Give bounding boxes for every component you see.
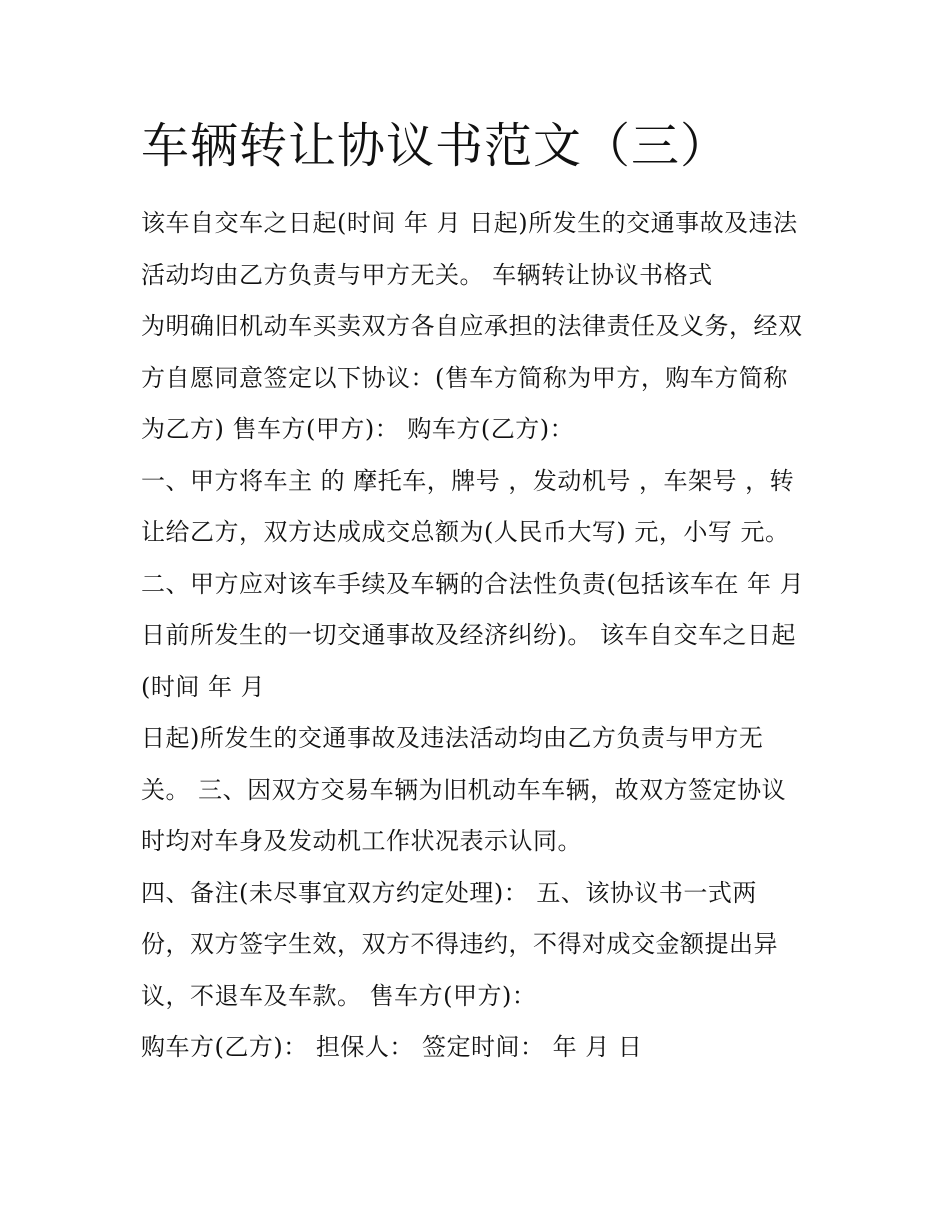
paragraph-line: 该车自交车之日起(时间 年 月 日起)所发生的交通事故及违法 <box>141 209 798 237</box>
paragraph-line: 方自愿同意签定以下协议：(售车方简称为甲方，购车方简称 <box>141 363 788 392</box>
paragraph-line: 时均对车身及发动机工作状况表示认同。 <box>141 827 582 855</box>
paragraph-line: 份，双方签字生效，双方不得违约，不得对成交金额提出异 <box>141 930 778 958</box>
paragraph-line: 二、甲方应对该车手续及车辆的合法性负责(包括该车在 年 月 <box>141 569 805 598</box>
paragraph-line: 为乙方) 售车方(甲方)： 购车方(乙方)： <box>141 415 575 443</box>
paragraph-line: 关。 三、因双方交易车辆为旧机动车车辆，故双方签定协议 <box>141 775 787 804</box>
paragraph-line: 购车方(乙方)： 担保人： 签定时间： 年 月 日 <box>141 1033 643 1061</box>
paragraph-line: 活动均由乙方负责与甲方无关。 车辆转让协议书格式 <box>141 260 713 289</box>
paragraph-line: 日前所发生的一切交通事故及经济纠纷)。 该车自交车之日起 <box>141 621 796 649</box>
paragraph-line: (时间 年 月 <box>141 672 266 701</box>
paragraph-line: 日起)所发生的交通事故及违法活动均由乙方负责与甲方无 <box>141 724 764 752</box>
page-title: 车辆转让协议书范文（三） <box>141 118 730 174</box>
paragraph-line: 为明确旧机动车买卖双方各自应承担的法律责任及义务，经双 <box>141 312 803 340</box>
document-body <box>141 198 821 1074</box>
paragraph-line: 让给乙方，双方达成成交总额为(人民币大写) 元，小写 元。 <box>141 518 790 546</box>
paragraph-line: 四、备注(未尽事宜双方约定处理)： 五、该协议书一式两 <box>141 878 757 907</box>
paragraph-line: 一、甲方将车主 的 摩托车，牌号 ，发动机号 ，车架号 ，转 <box>141 466 795 495</box>
paragraph-line: 议，不退车及车款。 售车方(甲方)： <box>141 981 537 1010</box>
